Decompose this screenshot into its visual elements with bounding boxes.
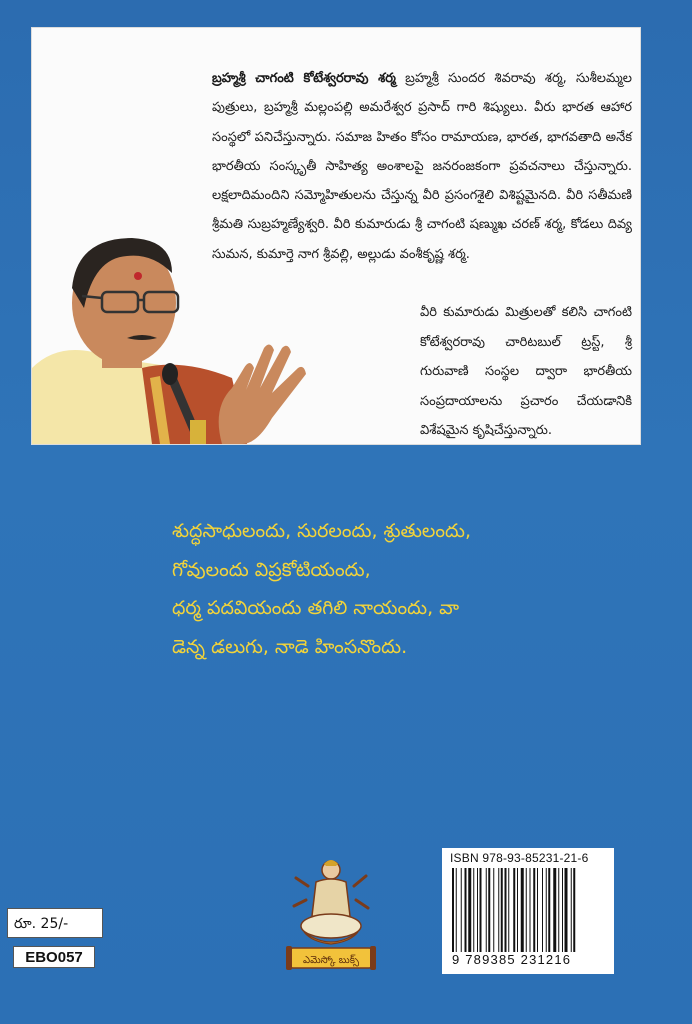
barcode-bar <box>542 868 543 952</box>
publisher-logo <box>286 856 376 972</box>
trust-paragraph: వీరి కుమారుడు మిత్రులతో కలిసి చాగంటి కోటేశ్వరరావు చారిటబుల్ ట్రస్ట్, శ్రీ గురువాణి సంస్థల ద్వారా భారతీయ సంప్రదాయాలను ప్రచారం చేయడానికి విశేషమైన కృషిచేస్తున్నారు. <box>420 305 632 438</box>
barcode-bar <box>533 868 535 952</box>
barcode-bar <box>565 868 568 952</box>
barcode-bar <box>465 868 467 952</box>
barcode-bar <box>501 868 503 952</box>
barcode-bar <box>526 868 527 952</box>
barcode-bar <box>537 868 538 952</box>
author-name: బ్రహ్మశ్రీ చాగంటి కోటేశ్వరరావు శర్మ <box>212 71 396 86</box>
barcode-bar <box>477 868 478 952</box>
poem-line: డెన్న డలుగు, నాడె హింసనొందు. <box>172 635 408 658</box>
barcode-bar <box>530 868 531 952</box>
barcode <box>452 868 604 952</box>
barcode-bar <box>486 868 487 952</box>
publisher-name: ఎమెస్కో బుక్స్ <box>302 955 360 966</box>
barcode-bar <box>573 868 575 952</box>
barcode-bar <box>493 868 494 952</box>
barcode-bar <box>461 868 462 952</box>
barcode-bar <box>571 868 572 952</box>
poem-line: ధర్మ పదవియందు తగిలి నాయందు, వా <box>172 597 460 619</box>
isbn-number: ISBN 978-93-85231-21-6 <box>450 851 589 865</box>
barcode-bar <box>558 868 559 952</box>
author-biography <box>212 64 632 269</box>
barcode-bar <box>480 868 482 952</box>
poem-line: శుద్ధసాధులందు, సురలందు, శ్రుతులందు, <box>172 520 472 542</box>
barcode-bar <box>452 868 454 952</box>
isbn-barcode <box>442 848 614 974</box>
biography-text: బ్రహ్మశ్రీ సుందర శివరావు శర్మ, సుశీలమ్మల పుత్రులు, బ్రహ్మశ్రీ మల్లంపల్లి అమరేశ్వర ప్రసాద్ గారి శిష్యులు. వీరు భారత ఆహార సంస్థలో పనిచేస్తున్నారు. సమాజ హితం కోసం రామాయణ, భారత, భాగవతాది అనేక భారతీయ సంస్కృతీ సాహిత్య అంశాలపై జనరంజకంగా ప్రవచనాలు చేస్తున్నారు. లక్షలాదిమందిని సమ్మోహితులను చేస్తున్న వీరి ప్రసంగశైలి విశిష్టమైనది. వీరి సతీమణి శ్రీమతి సుబ్రహ్మణ్యేశ్వరి. వీరి కుమారుడు శ్రీ చాగంటి షణ్ముఖ చరణ్ శర్మ, కోడలు దివ్య సుమన, కుమార్తె నాగ శ్రీవల్లి, అల్లుడు వంశీకృష్ణ శర్మ. <box>212 71 633 262</box>
poem-verse <box>172 512 612 666</box>
barcode-bar <box>546 868 547 952</box>
barcode-bar <box>517 868 518 952</box>
author-panel <box>32 28 640 444</box>
barcode-bar <box>513 868 515 952</box>
barcode-bar <box>553 868 556 952</box>
book-code: EBO057 <box>13 946 95 968</box>
barcode-bar <box>562 868 563 952</box>
poem-line: గోవులందు విప్రకోటియందు, <box>172 558 371 581</box>
barcode-digits: 9 789385 231216 <box>452 952 572 967</box>
barcode-bar <box>473 868 474 952</box>
barcode-bar <box>498 868 499 952</box>
barcode-bar <box>521 868 524 952</box>
barcode-bar <box>508 868 509 952</box>
barcode-bar <box>456 868 457 952</box>
barcode-bar <box>548 868 550 952</box>
barcode-bar <box>505 868 507 952</box>
barcode-bar <box>488 868 490 952</box>
barcode-bar <box>468 868 471 952</box>
price-label: రూ. 25/- <box>7 908 103 938</box>
